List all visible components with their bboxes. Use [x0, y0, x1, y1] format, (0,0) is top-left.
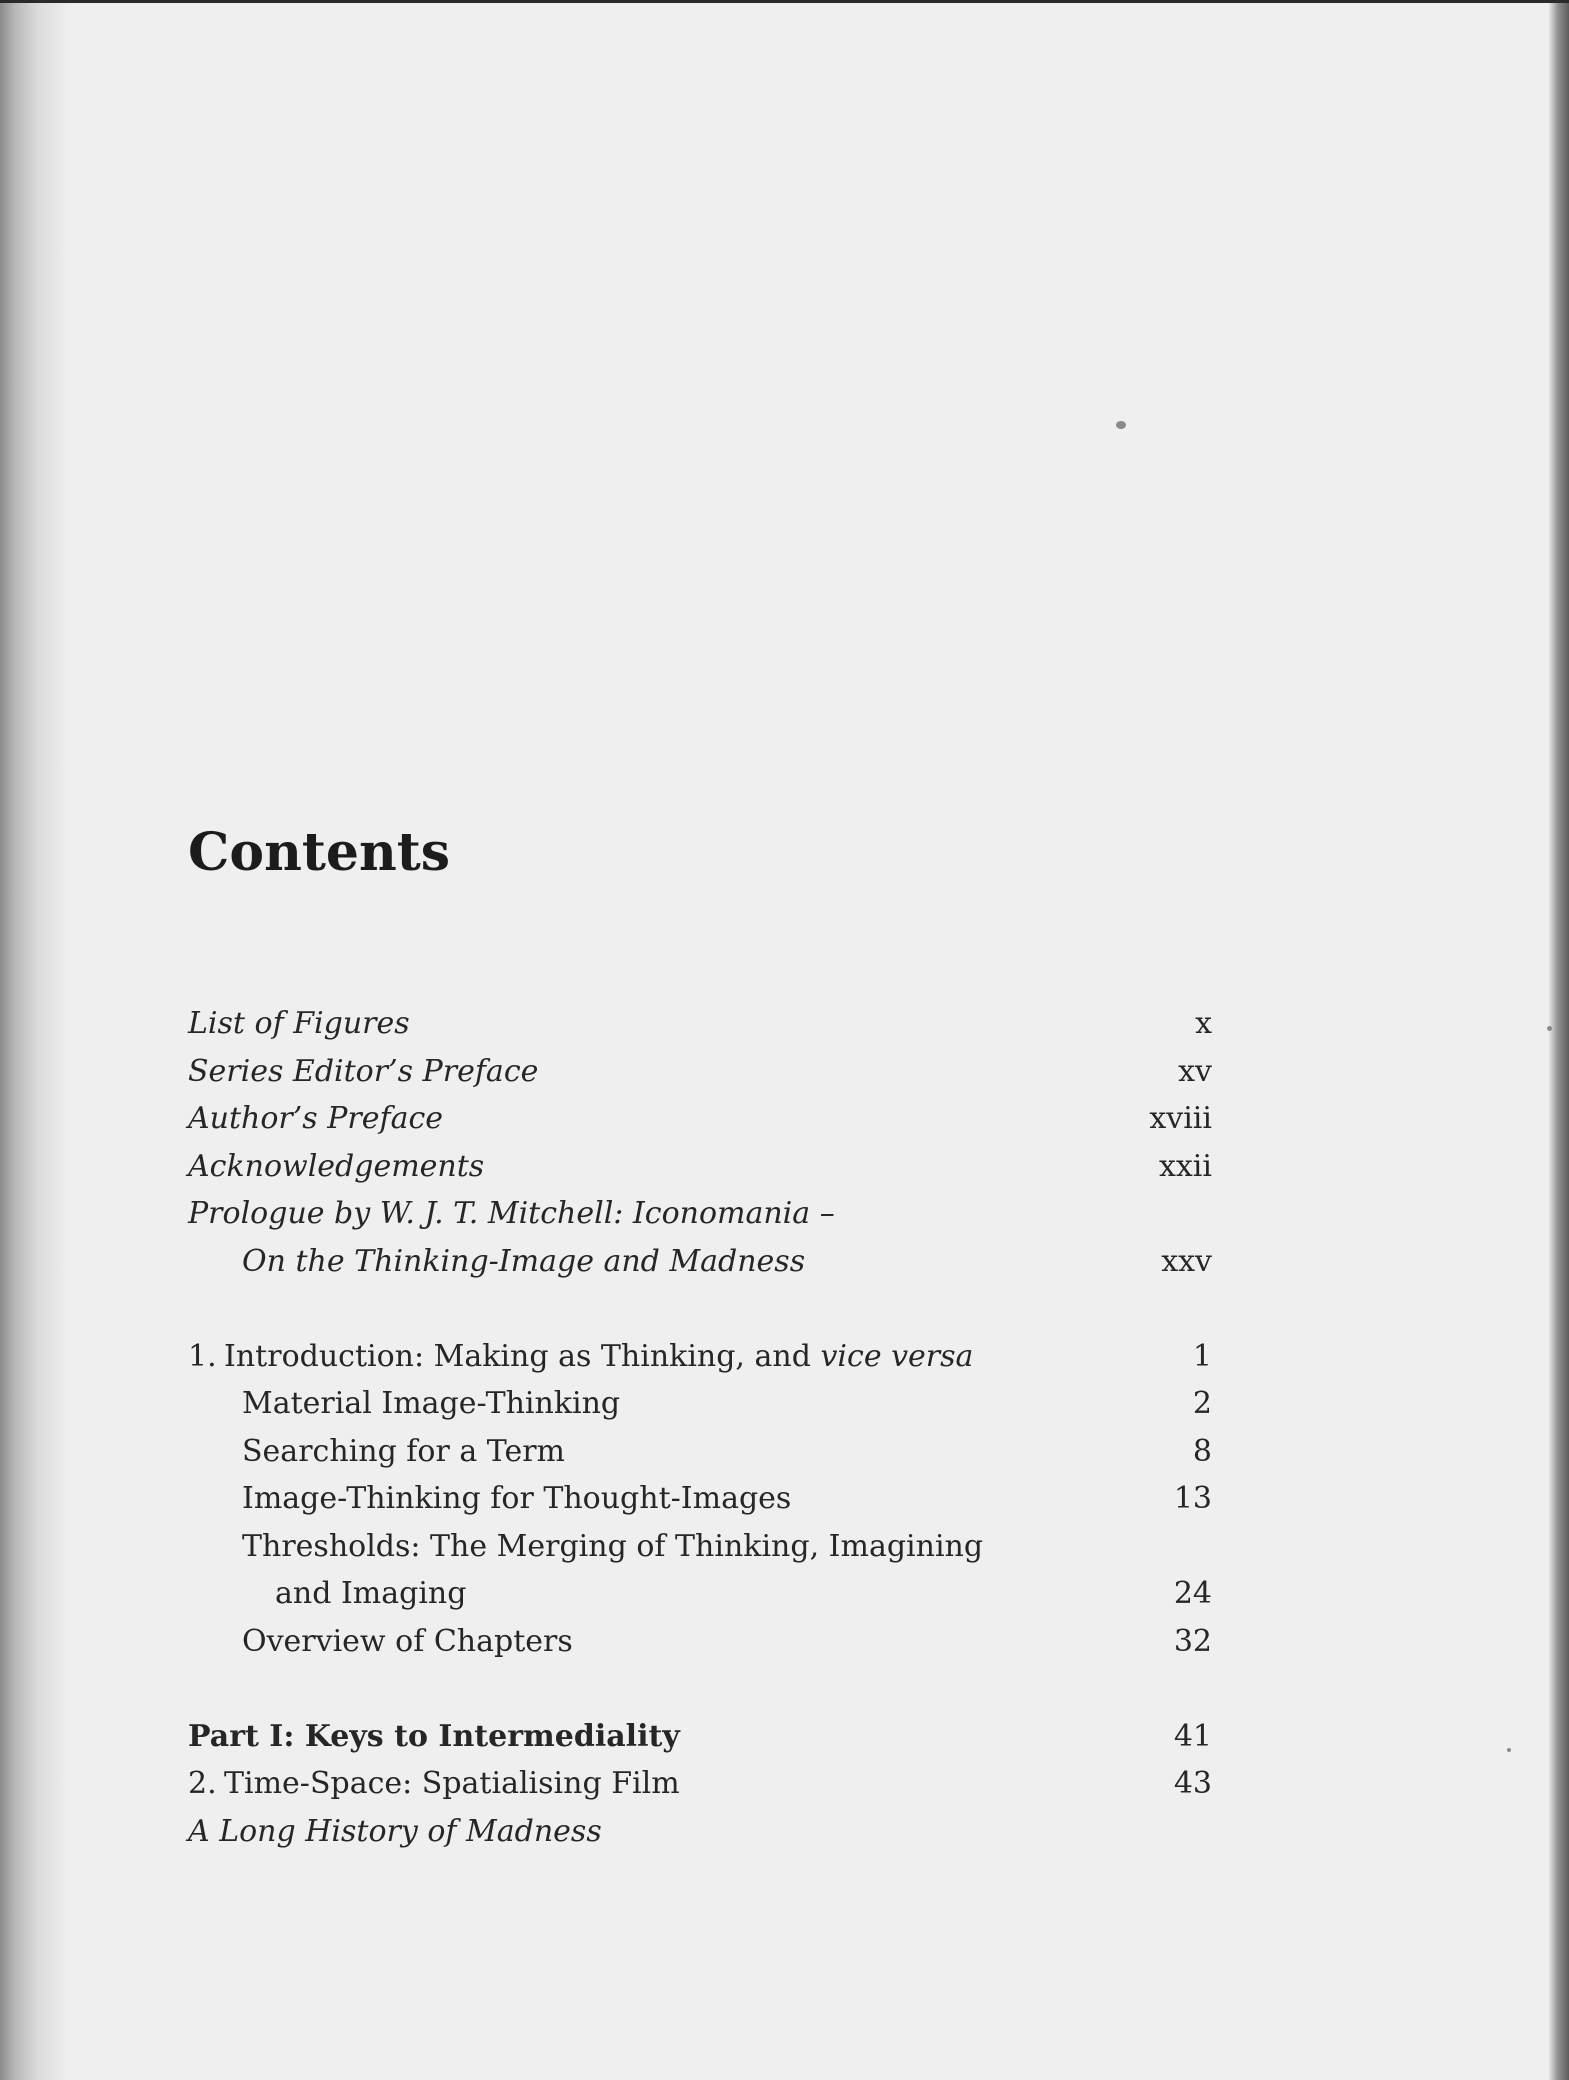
toc-entry-page: xv [1178, 1053, 1212, 1089]
toc-entry-thresholds-continued[interactable] [188, 1570, 1212, 1618]
scan-speck [1116, 421, 1126, 429]
toc-entry-label: and Imaging [275, 1576, 467, 1611]
toc-entry-label: Overview of Chapters [242, 1623, 573, 1659]
toc-entry-page: xviii [1149, 1101, 1212, 1136]
toc-entry-prologue[interactable] [188, 1190, 1212, 1238]
scan-speck [1507, 1748, 1511, 1752]
toc-spacer [188, 1285, 1212, 1333]
toc-entry-label: List of Figures [188, 1006, 410, 1041]
toc-entry-label: Series Editor’s Preface [188, 1053, 539, 1089]
toc-entry-label: Part I: Keys to Intermediality [188, 1718, 680, 1754]
toc-entry-a-long-history-of-madness[interactable] [188, 1808, 1212, 1856]
toc-entry-list-of-figures[interactable] [188, 1000, 1212, 1048]
toc-entry-series-editors-preface[interactable] [188, 1048, 1212, 1096]
toc-entry-label: A Long History of Madness [188, 1813, 602, 1849]
toc-entry-page: xxv [1161, 1243, 1212, 1279]
chapter-number: 1. [188, 1338, 217, 1374]
toc-entry-page: 43 [1173, 1766, 1212, 1801]
toc-entry-label [224, 1333, 973, 1381]
toc-entry-label: On the Thinking-Image and Madness [242, 1243, 806, 1279]
scan-speck [1547, 1026, 1552, 1031]
toc-entry-label: Prologue by W. J. T. Mitchell: Iconomania – [188, 1196, 835, 1231]
table-of-contents [188, 1000, 1212, 1855]
chapter-title-italic: vice versa [820, 1338, 974, 1374]
toc-entry-label: Material Image-Thinking [242, 1386, 621, 1421]
toc-entry-label: Thresholds: The Merging of Thinking, Imagining [242, 1528, 984, 1564]
toc-entry-page: 24 [1173, 1576, 1212, 1611]
toc-spacer [188, 1665, 1212, 1713]
toc-entry-thresholds[interactable] [188, 1523, 1212, 1571]
toc-entry-overview-of-chapters[interactable] [188, 1618, 1212, 1666]
toc-entry-page: x [1195, 1006, 1212, 1041]
toc-entry-label: Author’s Preface [188, 1101, 444, 1136]
scan-top-edge [0, 0, 1569, 3]
toc-entry-prologue-continued[interactable] [188, 1238, 1212, 1286]
toc-entry-page: 13 [1173, 1481, 1212, 1516]
toc-entry-label: Image-Thinking for Thought-Images [242, 1481, 792, 1516]
chapter-title-main: Introduction: Making as Thinking, and [224, 1338, 821, 1374]
scan-right-edge [1549, 0, 1569, 2080]
toc-entry-page: 8 [1192, 1433, 1212, 1469]
toc-entry-image-thinking-for-thought-images[interactable] [188, 1475, 1212, 1523]
scan-left-shadow [0, 0, 70, 2080]
toc-entry-label: Acknowledgements [188, 1148, 485, 1184]
toc-entry-page: 41 [1173, 1718, 1212, 1754]
toc-entry-acknowledgements[interactable] [188, 1143, 1212, 1191]
chapter-number: 2. [188, 1766, 217, 1801]
toc-entry-page: 2 [1192, 1386, 1212, 1421]
toc-entry-chapter-2[interactable] [188, 1760, 1212, 1808]
toc-entry-material-image-thinking[interactable] [188, 1380, 1212, 1428]
toc-entry-searching-for-a-term[interactable] [188, 1428, 1212, 1476]
toc-entry-label: Time-Space: Spatialising Film [224, 1766, 680, 1801]
toc-entry-page: 32 [1173, 1623, 1212, 1659]
toc-entry-page: 1 [1192, 1338, 1212, 1374]
toc-entry-chapter-1[interactable] [188, 1333, 1212, 1381]
toc-entry-label: Searching for a Term [242, 1433, 565, 1469]
page-title: Contents [188, 822, 451, 883]
toc-entry-part-1[interactable] [188, 1713, 1212, 1761]
toc-entry-page: xxii [1158, 1148, 1212, 1184]
toc-entry-authors-preface[interactable] [188, 1095, 1212, 1143]
